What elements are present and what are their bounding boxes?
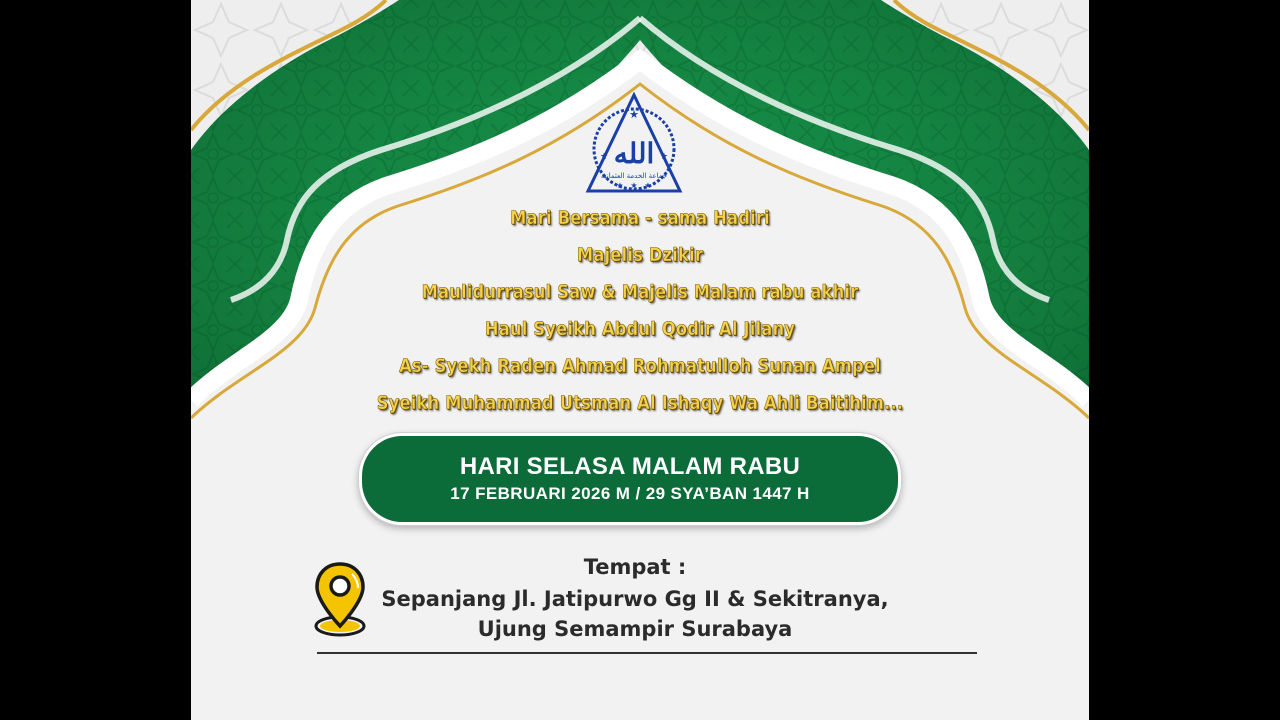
- triangle-emblem-icon: [582, 91, 686, 195]
- svg-text:★: ★: [616, 181, 624, 190]
- svg-text:★: ★: [630, 181, 638, 190]
- venue-address-line2: Ujung Semampir Surabaya: [477, 617, 793, 641]
- svg-text:جماعة الخدمة العثمانية: جماعة الخدمة العثمانية: [600, 172, 668, 180]
- venue-address-line1: Sepanjang Jl. Jatipurwo Gg II & Sekitranya,: [381, 587, 889, 611]
- event-date: 17 FEBRUARI 2026 M / 29 SYA’BAN 1447 H: [450, 484, 810, 503]
- svg-text:★: ★: [599, 152, 609, 162]
- venue-label: Tempat :: [583, 555, 687, 579]
- invitation-line-4: Haul Syeikh Abdul Qodir Al Jilany: [484, 318, 796, 340]
- invitation-line-1: Mari Bersama - sama Hadiri: [510, 207, 770, 229]
- divider: [317, 652, 977, 654]
- svg-text:★: ★: [629, 108, 639, 121]
- svg-text:★: ★: [659, 152, 669, 162]
- date-banner: [359, 433, 901, 525]
- invitation-line-6: Syeikh Muhammad Utsman Al Ishaqy Wa Ahli Baitihim...: [376, 392, 904, 414]
- invitation-line-3: Maulidurrasul Saw & Majelis Malam rabu akhir: [421, 281, 859, 303]
- svg-text:★: ★: [644, 181, 652, 190]
- svg-text:الله: الله: [613, 137, 655, 170]
- event-poster: [191, 0, 1089, 720]
- invitation-line-5: As- Syekh Raden Ahmad Rohmatulloh Sunan Ampel: [399, 355, 881, 377]
- invitation-line-2: Majelis Dzikir: [576, 244, 704, 266]
- event-day: HARI SELASA MALAM RABU: [459, 453, 801, 480]
